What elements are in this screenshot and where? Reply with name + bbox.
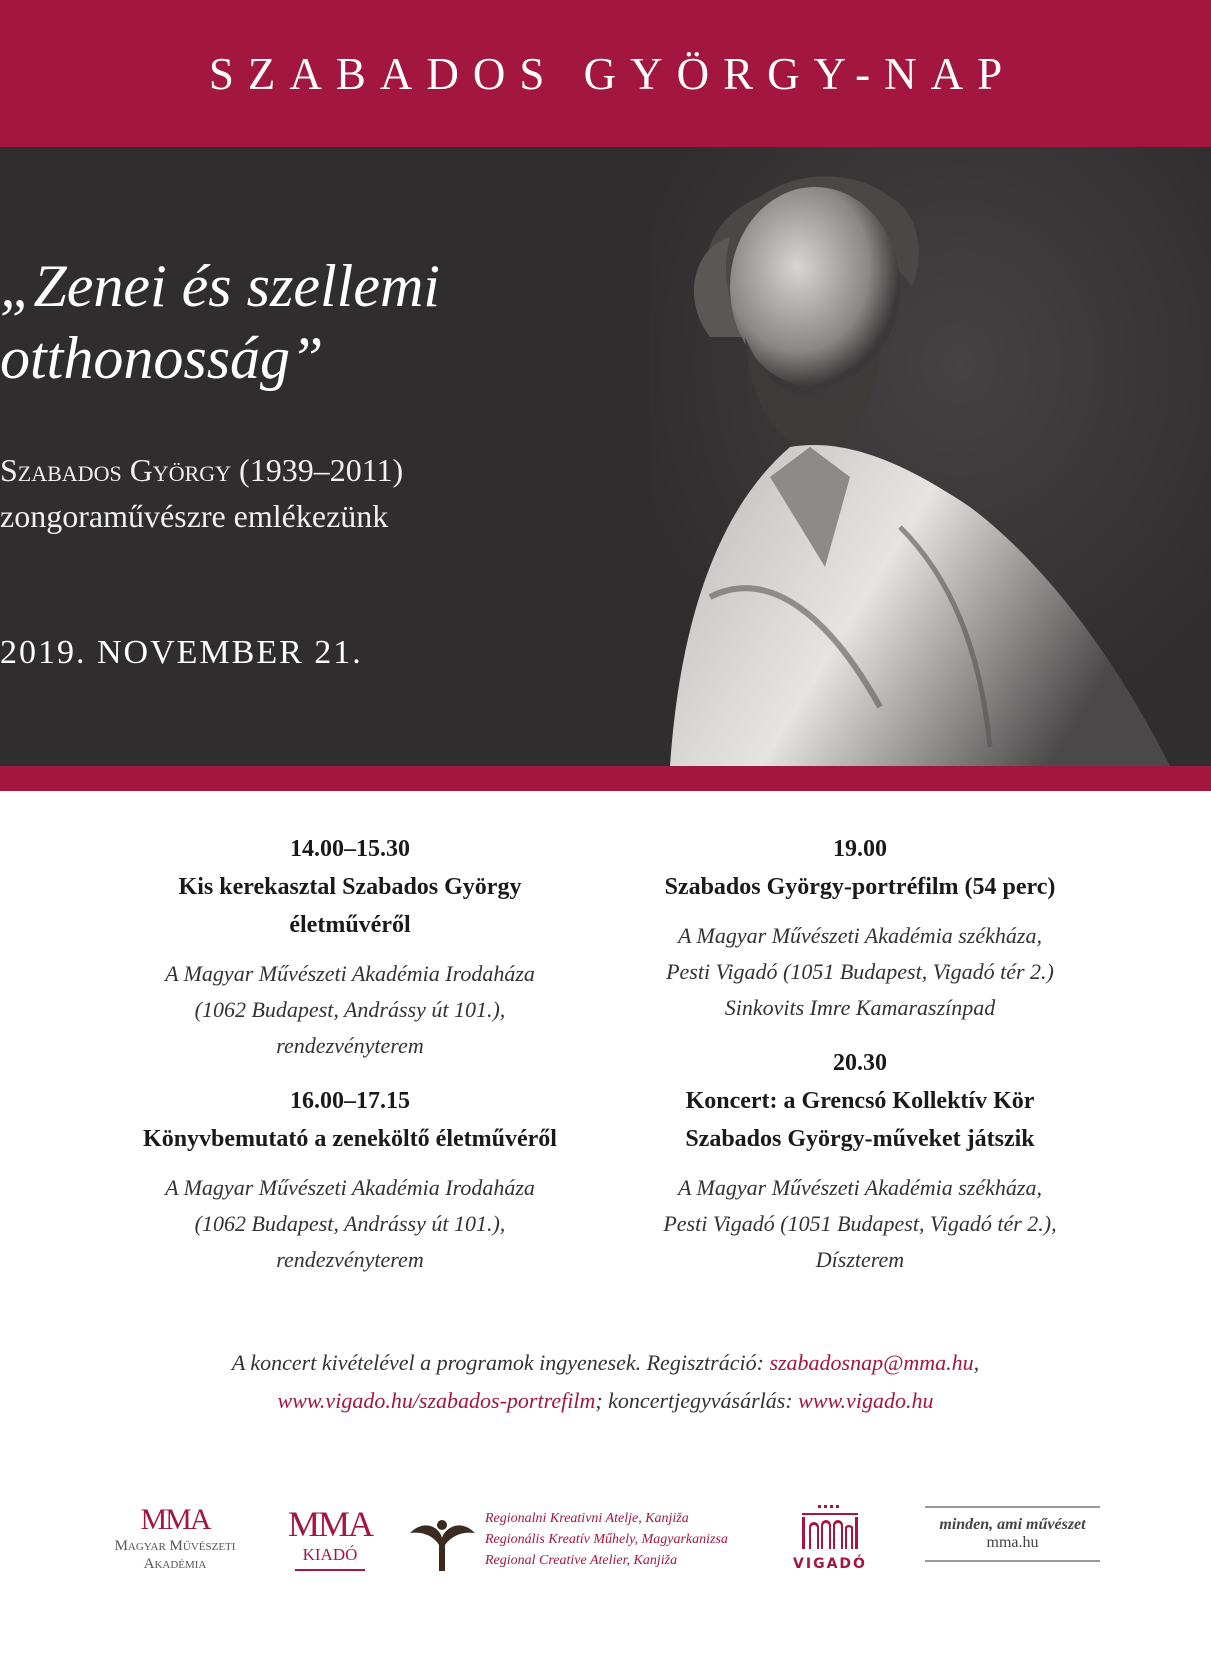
program-column-right — [630, 830, 1090, 1296]
note-text: A koncert kivételével a programok ingyenesek. Regisztráció: — [231, 1350, 770, 1375]
vigado-facade-icon — [800, 1503, 860, 1551]
atelier-logo-text — [485, 1508, 755, 1571]
atelier-line: Regionalni Kreativni Atelje, Kanjiža — [485, 1511, 689, 1526]
quote-line-2: otthonosság” — [0, 325, 324, 391]
venue-line: rendezvényterem — [276, 1247, 424, 1272]
venue-line: (1062 Budapest, Andrássy út 101.), — [194, 997, 506, 1022]
event-time: 14.00–15.30 — [290, 836, 410, 862]
note-text: ; koncertjegyvásárlás: — [595, 1388, 799, 1413]
tagline-site: mma.hu — [986, 1534, 1039, 1551]
event-title-line: Koncert: a Grencsó Kollektív Kör — [685, 1088, 1035, 1114]
kiado-text: KIADÓ — [302, 1545, 358, 1564]
event-time: 20.30 — [833, 1050, 887, 1076]
atelier-emblem-icon — [405, 1513, 480, 1575]
event-item — [120, 1082, 580, 1278]
subtitle-name: Szabados György — [0, 452, 232, 488]
hero-subtitle — [0, 447, 720, 539]
event-time: 19.00 — [833, 836, 887, 862]
venue-line: rendezvényterem — [276, 1033, 424, 1058]
mma-tagline-logo — [925, 1506, 1100, 1562]
venue-line: Pesti Vigadó (1051 Budapest, Vigadó tér 2.), — [663, 1211, 1057, 1236]
event-title — [120, 1120, 580, 1158]
venue-line: A Magyar Művészeti Akadémia Irodaháza — [165, 1175, 535, 1200]
subtitle-line-2: zongoraművészre emlékezünk — [0, 498, 389, 534]
venue-line: A Magyar Művészeti Akadémia Irodaháza — [165, 961, 535, 986]
tagline-text: minden, ami művészet — [939, 1516, 1086, 1533]
venue-line: Díszterem — [815, 1247, 905, 1272]
event-venue — [630, 918, 1090, 1026]
event-venue — [120, 956, 580, 1064]
atelier-line: Regional Creative Atelier, Kanjiža — [485, 1553, 678, 1568]
event-venue — [120, 1170, 580, 1278]
mma-logo — [100, 1503, 250, 1573]
venue-line: Pesti Vigadó (1051 Budapest, Vigadó tér 2.) — [666, 959, 1054, 984]
mma-mark: MMA — [140, 1503, 210, 1536]
event-time: 16.00–17.15 — [290, 1088, 410, 1114]
kiado-underline — [295, 1569, 365, 1571]
event-title — [120, 868, 580, 944]
event-title-line: Kis kerekasztal Szabados György — [178, 874, 522, 900]
header-band — [0, 0, 1211, 147]
vigado-text: VIGADÓ — [793, 1556, 867, 1572]
event-title-line: életművéről — [289, 912, 411, 938]
kiado-mark: MMA — [287, 1504, 373, 1544]
event-date: 2019. NOVEMBER 21. — [0, 634, 363, 671]
sponsor-logos — [0, 1488, 1211, 1598]
venue-line: Sinkovits Imre Kamaraszínpad — [724, 995, 996, 1020]
portrait-film-link[interactable]: www.vigado.hu/szabados-portrefilm — [277, 1388, 596, 1413]
venue-line: A Magyar Művészeti Akadémia székháza, — [678, 1175, 1042, 1200]
venue-line: A Magyar Művészeti Akadémia székháza, — [678, 923, 1042, 948]
program-column-left — [120, 830, 580, 1296]
event-venue — [630, 1170, 1090, 1278]
subtitle-years: (1939–2011) — [231, 452, 404, 488]
portrait-photo — [650, 147, 1211, 766]
event-item — [630, 830, 1090, 1026]
vigado-link[interactable]: www.vigado.hu — [798, 1388, 934, 1413]
vigado-logo — [790, 1503, 870, 1572]
mma-name-line: Magyar Művészeti — [114, 1538, 236, 1554]
event-title — [630, 1082, 1090, 1158]
atelier-line: Regionális Kreatív Műhely, Magyarkanizsa — [485, 1532, 728, 1547]
note-comma: , — [973, 1350, 980, 1375]
mma-name-line: Akadémia — [143, 1556, 207, 1572]
event-title — [630, 868, 1090, 906]
email-link[interactable]: szabadosnap@mma.hu — [769, 1350, 974, 1375]
event-title-line: Szabados György-portréfilm (54 perc) — [664, 874, 1056, 900]
venue-line: (1062 Budapest, Andrássy út 101.), — [194, 1211, 506, 1236]
page-title: SZABADOS GYÖRGY-NAP — [208, 48, 1017, 99]
event-item — [630, 1044, 1090, 1278]
hero-bottom-band — [0, 766, 1211, 791]
event-title-line: Könyvbemutató a zeneköltő életművéről — [143, 1126, 557, 1152]
event-item — [120, 830, 580, 1064]
hero-quote — [0, 250, 720, 394]
mma-kiado-logo — [285, 1503, 375, 1571]
event-title-line: Szabados György-műveket játszik — [685, 1126, 1035, 1152]
quote-line-1: „Zenei és szellemi — [0, 253, 440, 319]
registration-note — [0, 1344, 1211, 1420]
hero-section — [0, 147, 1211, 766]
